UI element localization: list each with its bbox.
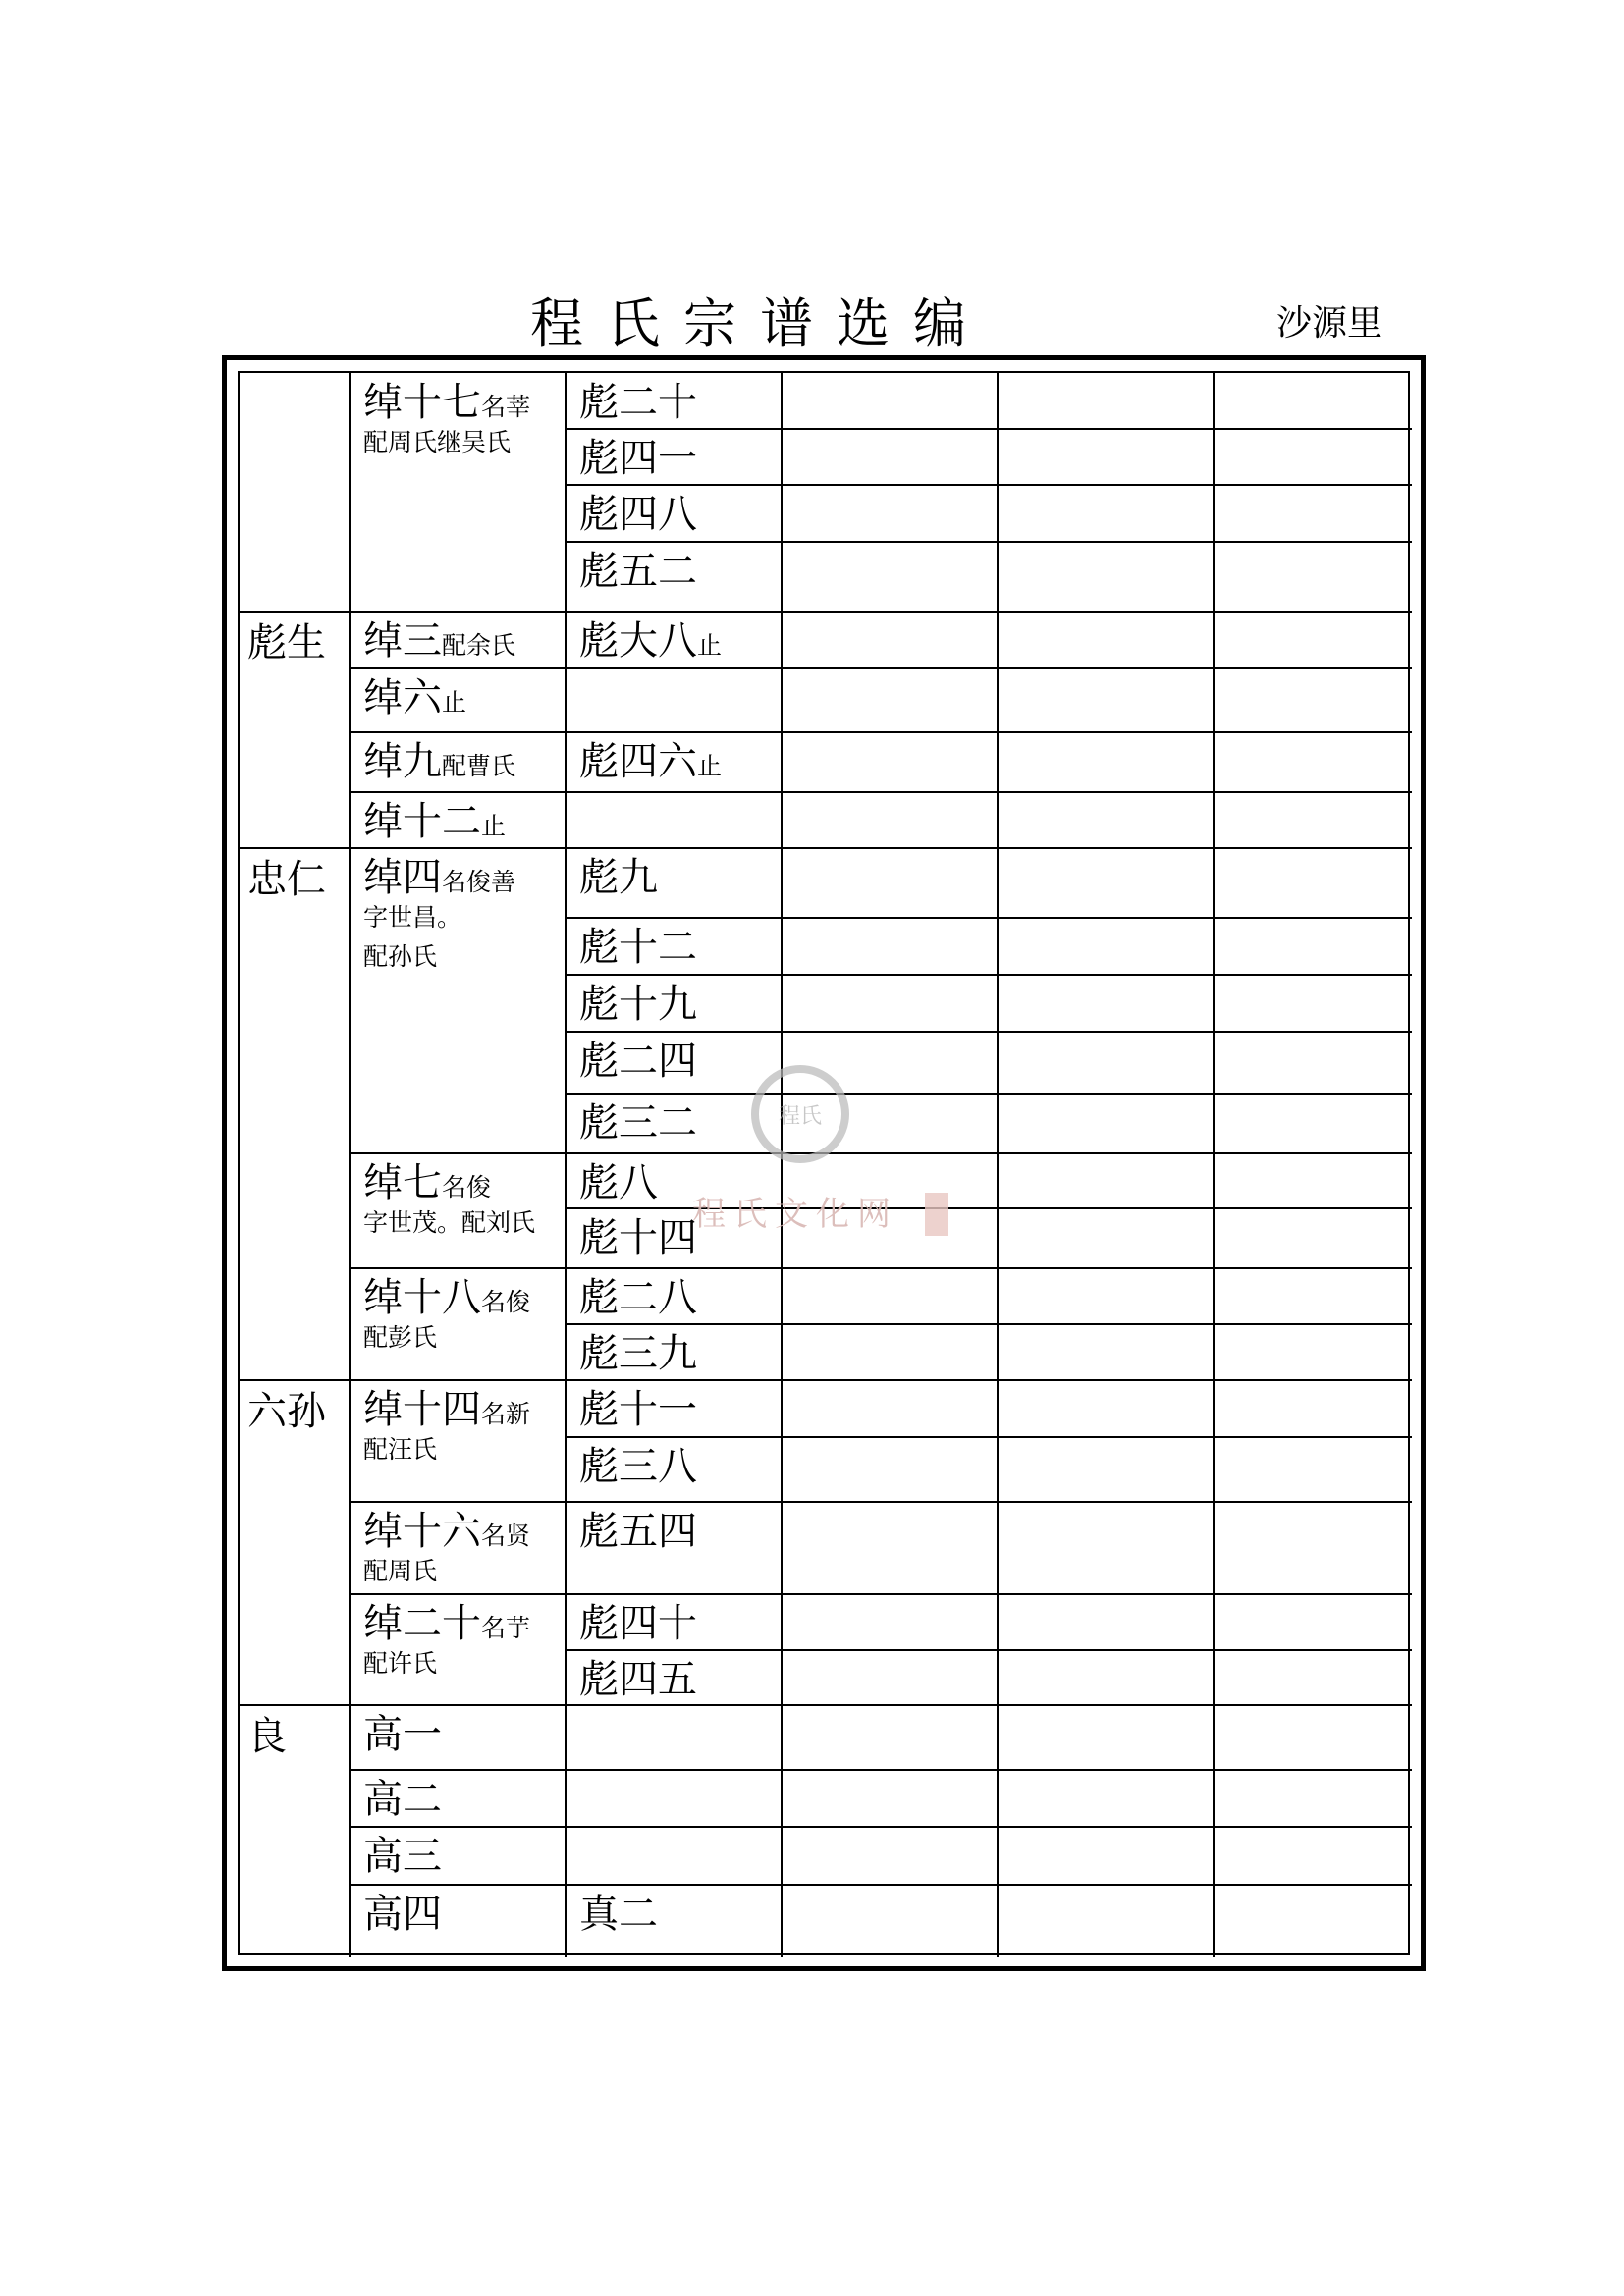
- descendant-name: [579, 739, 723, 784]
- row-divider: [350, 731, 1412, 733]
- descendant-name: [579, 1892, 658, 1937]
- row-divider: [240, 847, 1412, 849]
- member-name: [363, 1387, 531, 1432]
- row-divider: [350, 1501, 1412, 1503]
- seal-watermark: [751, 1065, 849, 1163]
- descendant-name-text: 彪大八: [579, 618, 697, 664]
- member-name-text: 绰六: [363, 675, 442, 721]
- descendant-name-text: 彪十一: [579, 1387, 697, 1432]
- member-detail: 配许氏: [363, 1649, 438, 1678]
- row-divider: [566, 1436, 1412, 1438]
- member-name: [363, 380, 531, 425]
- member-detail: 配周氏继吴氏: [363, 428, 512, 456]
- row-divider: [350, 667, 1412, 669]
- member-note: 名芋: [481, 1614, 531, 1642]
- row-divider: [240, 1379, 1412, 1381]
- row-divider: [566, 1323, 1412, 1325]
- descendant-name-text: 彪四五: [579, 1657, 697, 1702]
- member-name: 高一: [363, 1712, 442, 1757]
- member-name: [363, 739, 516, 784]
- member-name-text: 绰九: [363, 739, 442, 784]
- descendant-name-text: 真二: [579, 1892, 658, 1937]
- descendant-name-text: 彪三九: [579, 1331, 697, 1376]
- descendant-name: [579, 1039, 697, 1084]
- member-name-text: 绰十七: [363, 380, 481, 425]
- genealogy-table: [238, 371, 1410, 1955]
- descendant-name-text: 彪十四: [579, 1215, 697, 1260]
- member-name-text: 绰十二: [363, 799, 481, 844]
- row-divider: [350, 1593, 1412, 1595]
- seal-text: 程氏: [778, 1103, 822, 1129]
- descendant-name: [579, 1601, 697, 1646]
- descendant-name: [579, 1331, 697, 1376]
- descendant-name-text: 彪五二: [579, 549, 697, 594]
- member-name: [363, 1275, 531, 1320]
- row-divider: [350, 1826, 1412, 1828]
- descendant-name: [579, 1100, 697, 1146]
- descendant-name: [579, 549, 697, 594]
- descendant-name-text: 彪三八: [579, 1444, 697, 1489]
- member-name-text: 绰十八: [363, 1275, 481, 1320]
- row-divider: [566, 541, 1412, 543]
- member-note: 止: [481, 812, 507, 840]
- descendant-name: [579, 855, 658, 900]
- descendant-name: [579, 1509, 697, 1554]
- descendant-name: [579, 925, 697, 970]
- member-note: 名新: [481, 1400, 531, 1428]
- row-divider: [350, 791, 1412, 793]
- descendant-name: [579, 492, 697, 537]
- descendant-name-text: 彪五四: [579, 1509, 697, 1554]
- descendant-name: [579, 1275, 697, 1320]
- row-divider: [350, 1769, 1412, 1771]
- descendant-name-text: 彪四十: [579, 1601, 697, 1646]
- member-note: 配曹氏: [442, 752, 516, 780]
- descendant-name: [579, 1160, 658, 1205]
- member-detail: 配汪氏: [363, 1435, 438, 1464]
- descendant-name: [579, 618, 723, 664]
- row-divider: [566, 428, 1412, 430]
- member-name-text: 绰三: [363, 618, 442, 664]
- branch-name: 良: [247, 1714, 287, 1759]
- page-title: 程氏宗谱选编: [530, 293, 990, 354]
- member-detail: 配彭氏: [363, 1323, 438, 1352]
- descendant-name: [579, 1657, 697, 1702]
- member-note: 名俊: [481, 1288, 531, 1316]
- descendant-name-text: 彪二四: [579, 1039, 697, 1084]
- member-detail: 配孙氏: [363, 942, 438, 971]
- descendant-note: 止: [697, 631, 723, 660]
- descendant-name: [579, 436, 697, 481]
- member-name: [363, 855, 516, 900]
- row-divider: [240, 611, 1412, 613]
- row-divider: [350, 1152, 1412, 1154]
- member-note: 名俊: [442, 1173, 492, 1201]
- member-name: [363, 675, 467, 721]
- member-name: [363, 1509, 531, 1554]
- row-divider: [240, 1704, 1412, 1706]
- descendant-note: 止: [697, 752, 723, 780]
- member-name: 高三: [363, 1834, 442, 1879]
- descendant-name: [579, 1387, 697, 1432]
- site-watermark: 程氏文化网: [692, 1195, 898, 1234]
- descendant-name: [579, 1215, 697, 1260]
- descendant-name: [579, 982, 697, 1027]
- descendant-name: [579, 380, 697, 425]
- member-name: 高二: [363, 1777, 442, 1822]
- place-name: 沙源里: [1276, 303, 1383, 344]
- genealogy-table-frame: [222, 355, 1426, 1971]
- member-name: [363, 1160, 492, 1205]
- descendant-name-text: 彪十二: [579, 925, 697, 970]
- branch-name: 忠仁: [247, 857, 326, 902]
- member-note: 止: [442, 688, 467, 717]
- descendant-name-text: 彪九: [579, 855, 658, 900]
- row-divider: [566, 1031, 1412, 1033]
- row-divider: [566, 917, 1412, 919]
- member-name: [363, 799, 507, 844]
- member-note: 名俊善: [442, 868, 516, 896]
- descendant-name-text: 彪四六: [579, 739, 697, 784]
- branch-name: 彪生: [247, 620, 326, 666]
- member-note: 名贤: [481, 1522, 531, 1550]
- descendant-name-text: 彪三二: [579, 1100, 697, 1146]
- descendant-name-text: 彪二八: [579, 1275, 697, 1320]
- descendant-name-text: 彪四一: [579, 436, 697, 481]
- descendant-name-text: 彪二十: [579, 380, 697, 425]
- row-divider: [350, 1884, 1412, 1886]
- member-note: 配余氏: [442, 631, 516, 660]
- member-detail: 配周氏: [363, 1557, 438, 1585]
- member-name-text: 绰二十: [363, 1601, 481, 1646]
- row-divider: [566, 974, 1412, 976]
- member-name: [363, 618, 516, 664]
- member-name-text: 绰四: [363, 855, 442, 900]
- descendant-name-text: 彪四八: [579, 492, 697, 537]
- member-note: 名莘: [481, 393, 531, 421]
- row-divider: [566, 1649, 1412, 1651]
- member-detail: 字世昌。: [363, 903, 462, 932]
- branch-name: 六孙: [247, 1389, 326, 1434]
- member-name: [363, 1601, 531, 1646]
- watermark-stamp-icon: [925, 1193, 948, 1236]
- row-divider: [566, 1093, 1412, 1095]
- member-name-text: 绰十六: [363, 1509, 481, 1554]
- member-name-text: 绰七: [363, 1160, 442, 1205]
- row-divider: [566, 484, 1412, 486]
- descendant-name: [579, 1444, 697, 1489]
- row-divider: [350, 1267, 1412, 1269]
- descendant-name-text: 彪十九: [579, 982, 697, 1027]
- member-detail: 字世茂。配刘氏: [363, 1208, 536, 1237]
- member-name: 高四: [363, 1892, 442, 1937]
- member-name-text: 绰十四: [363, 1387, 481, 1432]
- descendant-name-text: 彪八: [579, 1160, 658, 1205]
